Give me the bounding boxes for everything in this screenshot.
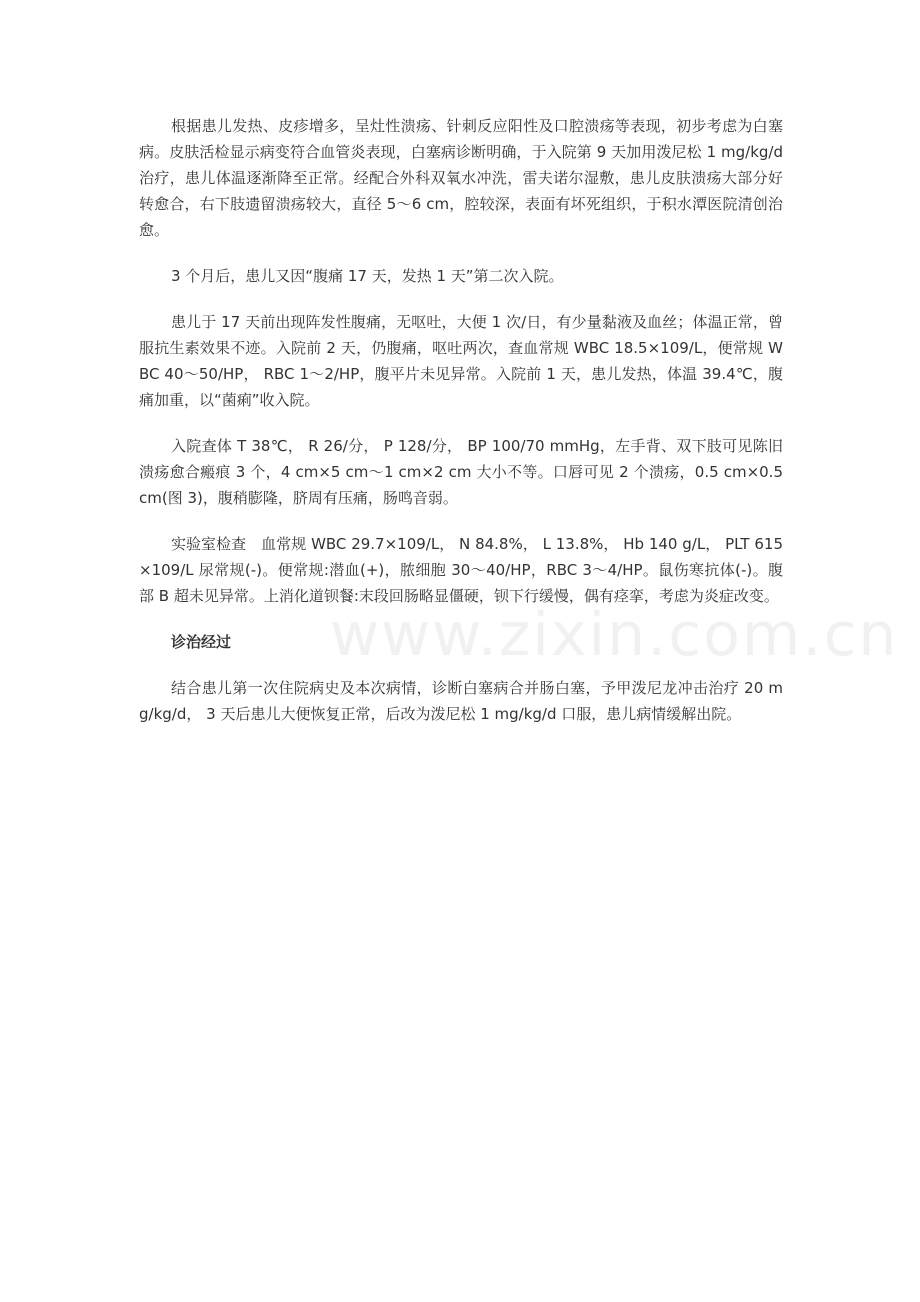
section-heading: 诊治经过 bbox=[171, 633, 232, 651]
paragraph-treatment: 结合患儿第一次住院病史及本次病情，诊断白塞病合并肠白塞，予甲泼尼龙冲击治疗 20 mg/kg/d， 3 天后患儿大便恢复正常，后改为泼尼松 1 mg/kg/d 口服，患儿病情缓解出院。 bbox=[139, 679, 783, 723]
paragraph-diagnosis: 根据患儿发热、皮疹增多，呈灶性溃疡、针刺反应阳性及口腔溃疡等表现，初步考虑为白塞病。皮肤活检显示病变符合血管炎表现，白塞病诊断明确，于入院第 9 天加用泼尼松 1 mg/kg/d 治疗，患儿体温逐渐降至正常。经配合外科双氧水冲洗，雷夫诺尔湿敷，患儿皮肤溃疡大部分好转愈合，右下肢遗留溃疡较大，直径 5～6 cm，腔较深，表面有坏死组织，于积水潭医院清创治愈。 bbox=[139, 117, 783, 239]
watermark: www.zixin.com.cn bbox=[330, 600, 899, 670]
paragraph-history: 患儿于 17 天前出现阵发性腹痛，无呕吐，大便 1 次/日，有少量黏液及血丝；体温正常，曾服抗生素效果不迹。入院前 2 天，仍腹痛，呕吐两次，查血常规 WBC 18.5×109/L，便常规 WBC 40～50/HP， RBC 1～2/HP，腹平片未见异常。入院前 1 天，患儿发热，体温 39.4℃，腹痛加重，以“菌痢”收入院。 bbox=[139, 313, 783, 409]
document-body bbox=[139, 113, 783, 747]
paragraph-readmission: 3 个月后，患儿又因“腹痛 17 天，发热 1 天”第二次入院。 bbox=[171, 267, 564, 285]
paragraph-physical-exam: 入院查体 T 38℃， R 26/分， P 128/分， BP 100/70 mmHg，左手背、双下肢可见陈旧溃疡愈合瘢痕 3 个，4 cm×5 cm～1 cm×2 cm 大小不等。口唇可见 2 个溃疡，0.5 cm×0.5 cm(图 3)，腹稍膨隆，脐周有压痛，肠鸣音弱。 bbox=[139, 437, 783, 507]
paragraph-lab-tests: 实验室检查 血常规 WBC 29.7×109/L， N 84.8%， L 13.8%， Hb 140 g/L， PLT 615×109/L 尿常规(-)。便常规:潜血(+)，脓细胞 30～40/HP，RBC 3～4/HP。鼠伤寒抗体(-)。腹部 B 超未见异常。上消化道钡餐:末段回肠略显僵硬，钡下行缓慢，偶有痉挛，考虑为炎症改变。 bbox=[139, 535, 783, 605]
